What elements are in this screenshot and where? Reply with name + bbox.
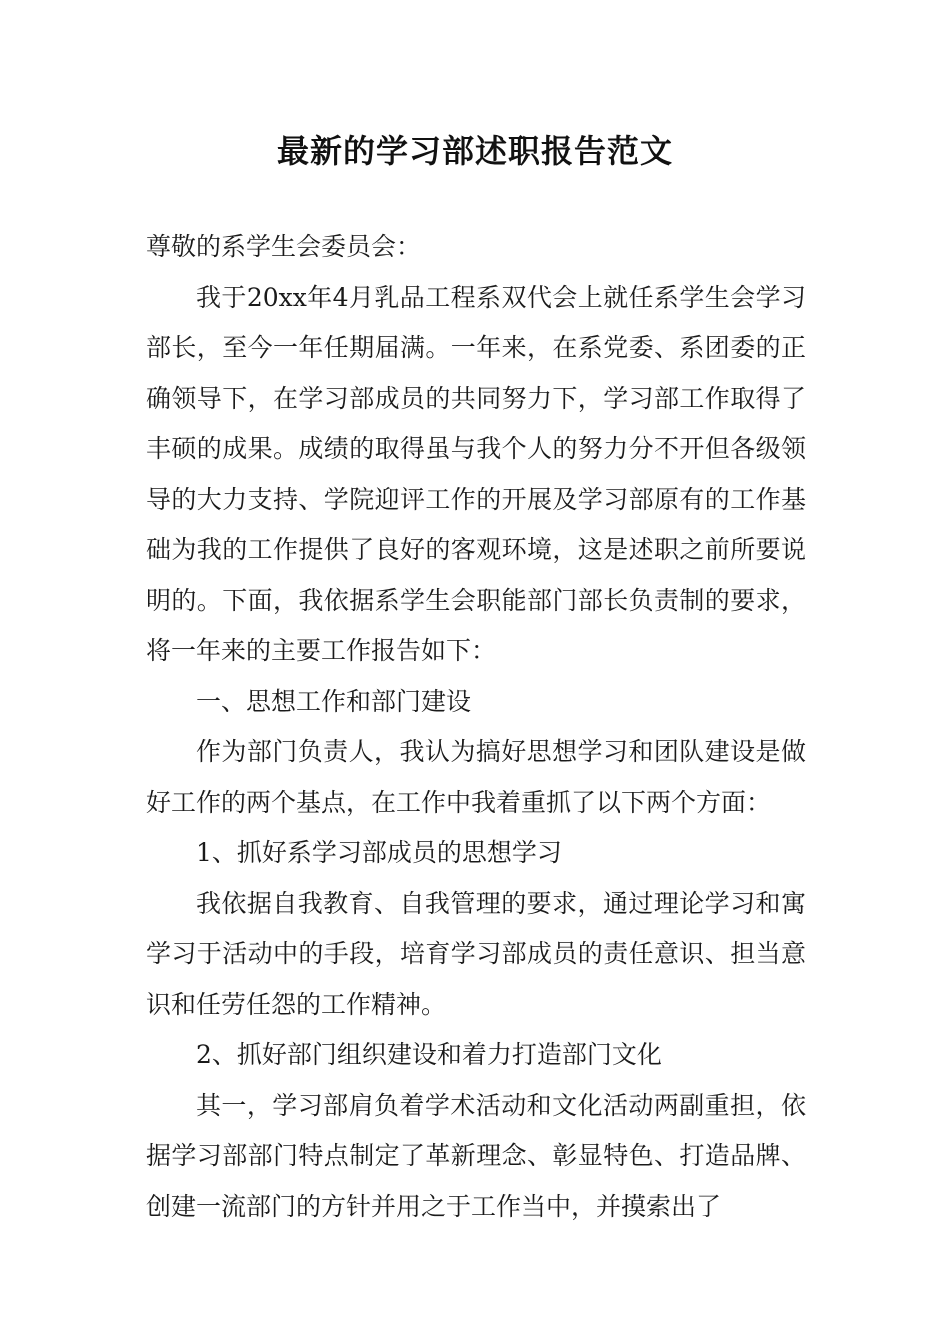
salutation: 尊敬的系学生会委员会：	[146, 232, 422, 261]
subheading-1: 1、抓好系学习部成员的思想学习	[196, 838, 562, 867]
paragraph-section-1: 作为部门负责人，我认为搞好思想学习和团队建设是做好工作的两个基点，在工作中我着重抓了以下两个方面：	[146, 737, 806, 817]
section-heading-1: 一、思想工作和部门建设	[196, 686, 472, 716]
document-title: 最新的学习部述职报告范文	[276, 132, 673, 170]
document-body	[146, 222, 806, 1232]
paragraph-subsection-1: 我依据自我教育、自我管理的要求，通过理论学习和寓学习于活动中的手段，培育学习部成员的责任意识、担当意识和任劳任怨的工作精神。	[146, 888, 806, 1019]
subheading-2: 2、抓好部门组织建设和着力打造部门文化	[196, 1040, 662, 1069]
paragraph-subsection-2: 其一，学习部肩负着学术活动和文化活动两副重担，依据学习部部门特点制定了革新理念、彰显特色、打造品牌、创建一流部门的方针并用之于工作当中，并摸索出了	[146, 1090, 806, 1221]
paragraph-intro: 我于20xx年4月乳品工程系双代会上就任系学生会学习部长，至今一年任期届满。一年来，在系党委、系团委的正确领导下，在学习部成员的共同努力下，学习部工作取得了丰硕的成果。成绩的取得虽与我个人的努力分不开但各级领导的大力支持、学院迎评工作的开展及学习部原有的工作基础为我的工作提供了良好的客观环境，这是述职之前所要说明的。下面，我依据系学生会职能部门部长负责制的要求，将一年来的主要工作报告如下：	[146, 282, 806, 665]
